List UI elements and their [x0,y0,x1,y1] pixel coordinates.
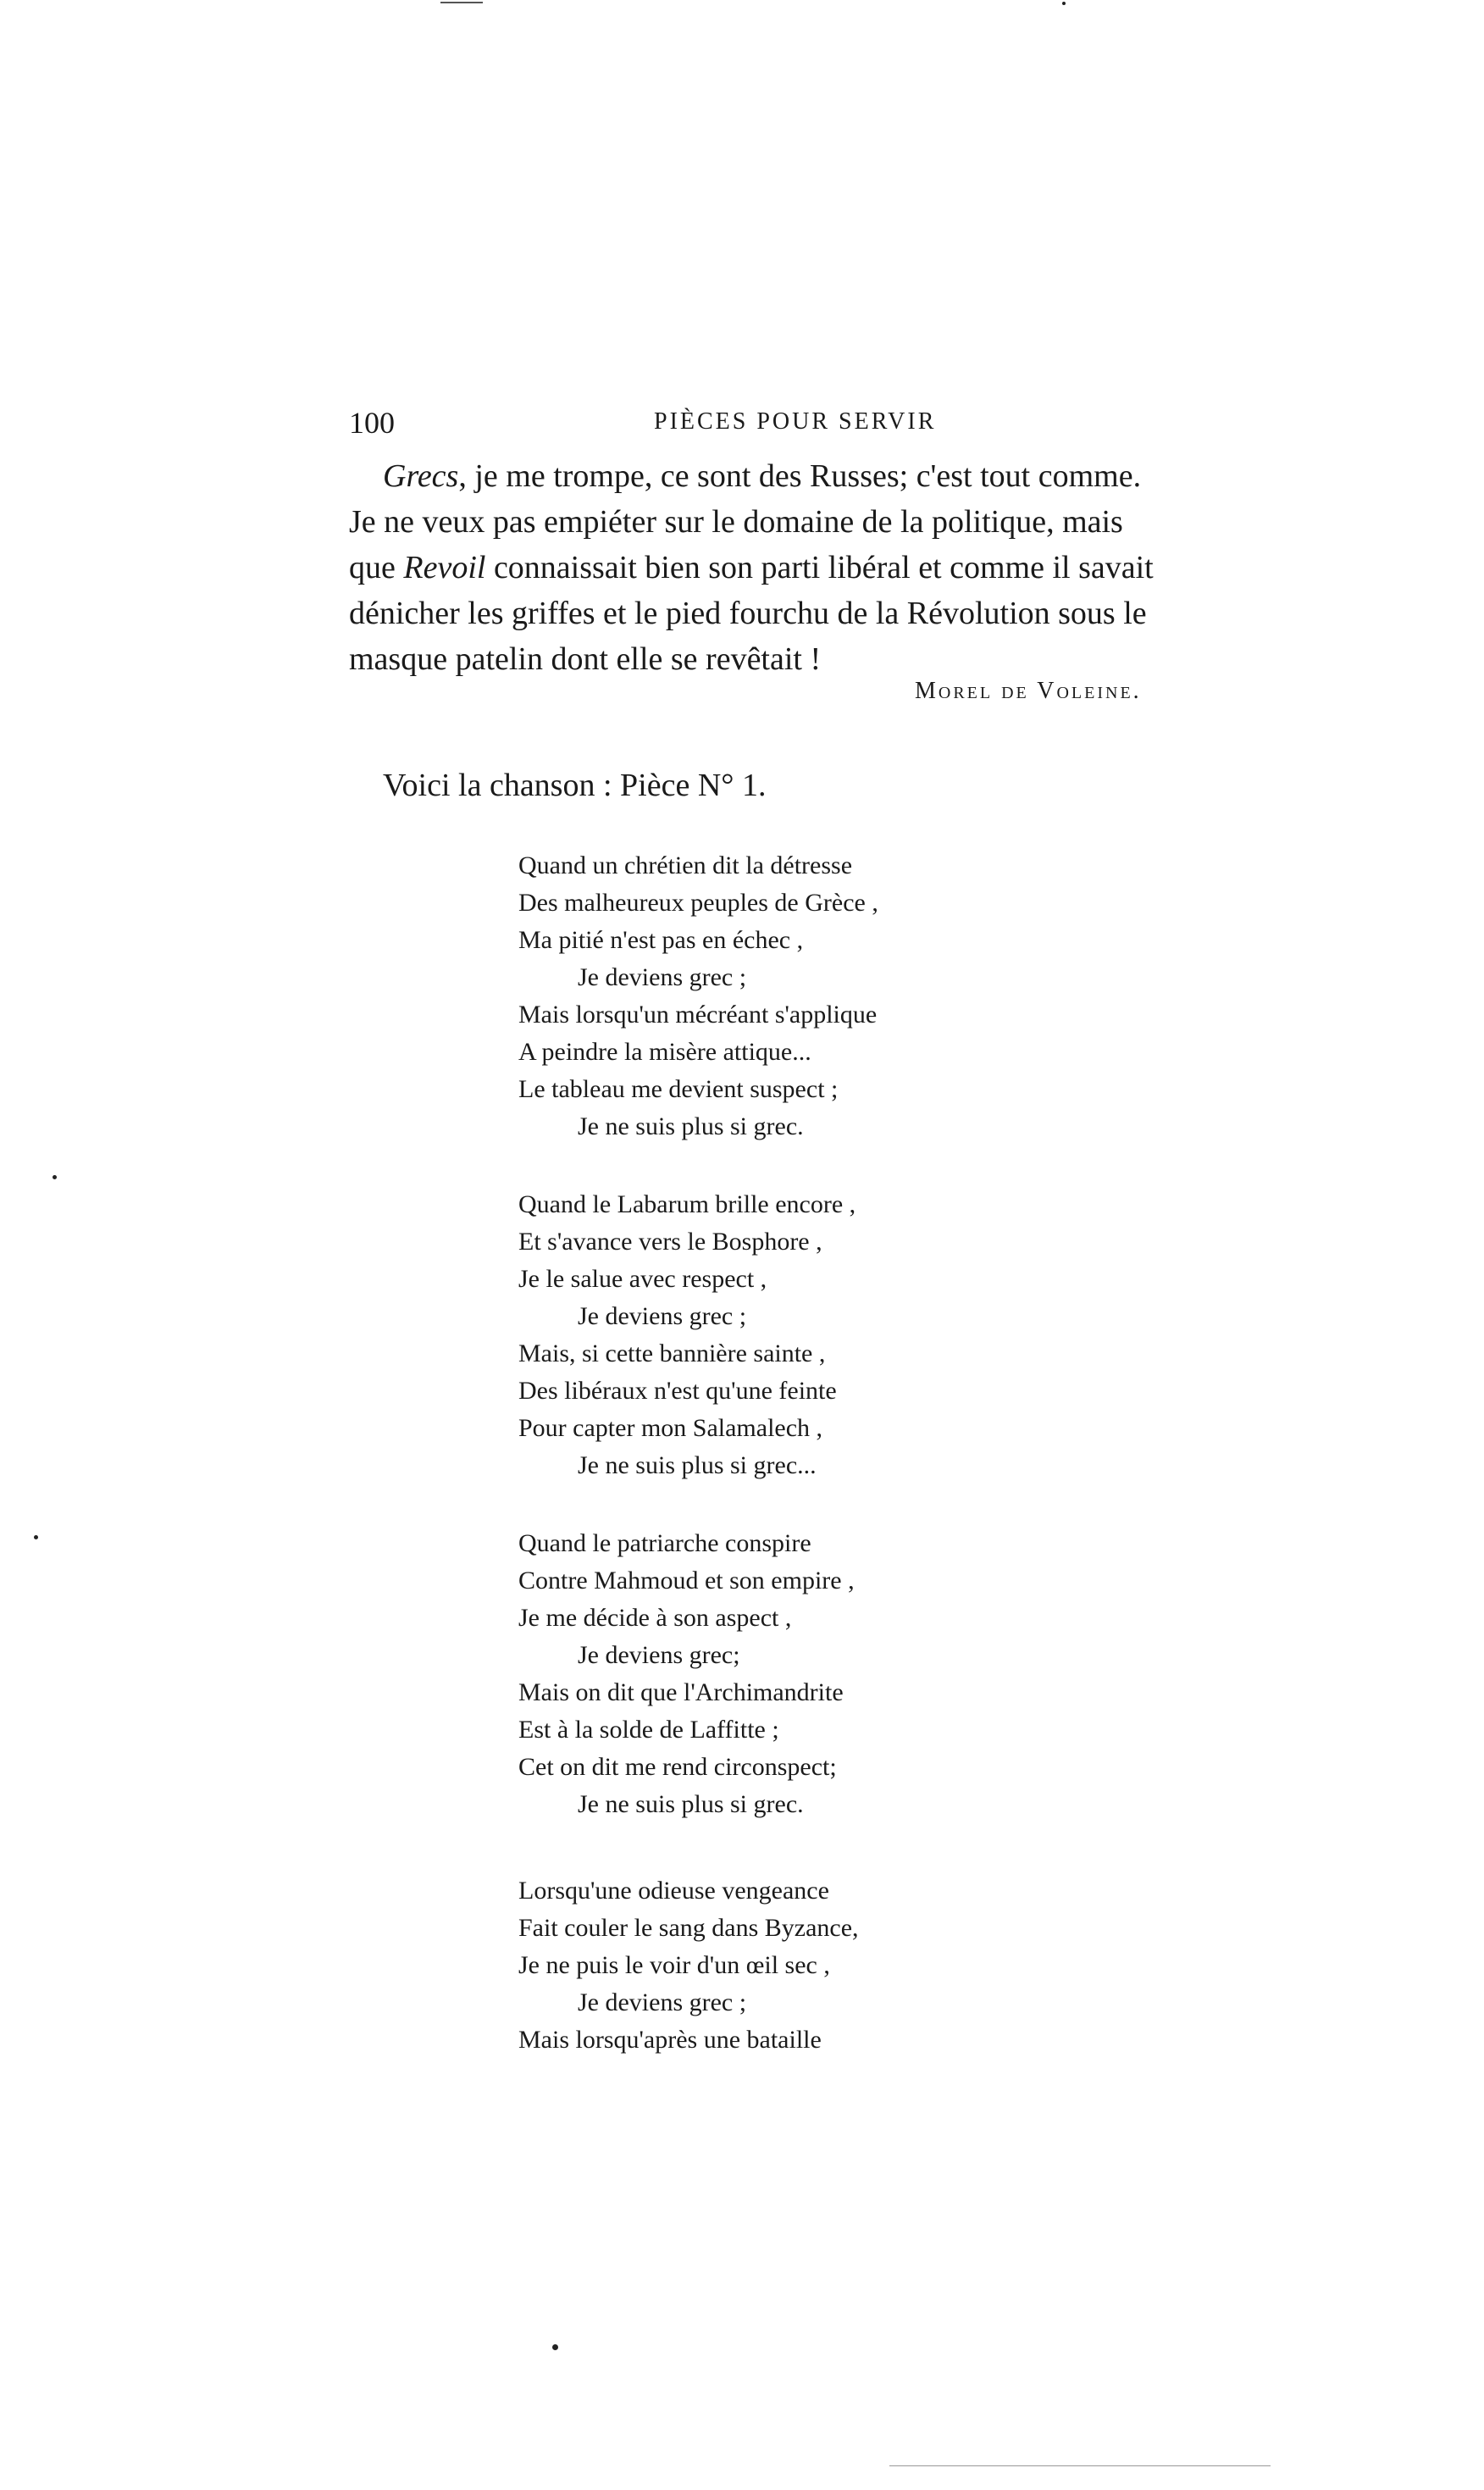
prose-paragraph [349,453,1264,682]
prose-line-1 [349,453,1264,499]
stanza-2 [518,1186,856,1484]
verse-refrain: Je deviens grec ; [578,1302,747,1330]
verse-line: Mais lorsqu'un mécréant s'applique [518,1001,878,1029]
page-header [349,405,1277,439]
verse-line: Fait couler le sang dans Byzance, [518,1914,859,1942]
verse-line: Lorsqu'une odieuse vengeance [518,1877,829,1905]
ink-dot [552,2344,558,2350]
verse-refrain: Je deviens grec ; [578,963,747,991]
verse-line: Quand le Labarum brille encore , [518,1190,856,1218]
verse-line: A peindre la misère attique... [518,1038,811,1066]
prose-line-5 [349,636,1264,682]
verse-line: Le tableau me devient suspect ; [518,1075,839,1103]
prose-line-4 [349,591,1264,636]
verse-line: Des libéraux n'est qu'une feinte [518,1377,837,1405]
prose-line-3 [349,545,1264,591]
stanza-3 [518,1525,855,1823]
prose-line-4-text: dénicher les griffes et le pied fourchu de la Révolution sous le [349,596,1147,631]
verse-line: Est à la solde de Laffitte ; [518,1716,779,1744]
bottom-edge-mark [889,2465,1271,2466]
prose-line-5-text: masque patelin dont elle se revêtait ! [349,641,822,677]
stanza-1 [518,847,878,1145]
verse-line: Quand le patriarche conspire [518,1529,811,1557]
page-speck [1062,2,1066,5]
verse-refrain: Je deviens grec ; [578,1988,747,2016]
verse-refrain: Je ne suis plus si grec... [578,1451,817,1479]
verse-line: Mais lorsqu'après une bataille [518,2026,822,2054]
verse-line: Des malheureux peuples de Grèce , [518,889,878,917]
emphasis-grecs: Grecs [383,458,459,494]
prose-line-2 [349,499,1264,545]
author-signature: Morel de Voleine. [915,678,1142,704]
prose-line-3-pre: que [349,550,396,585]
prose-line-2-text: Je ne veux pas empiéter sur le domaine de la politique, mais [349,504,1123,540]
verse-line: Quand un chrétien dit la détresse [518,851,853,879]
verse-line: Mais on dit que l'Archimandrite [518,1678,844,1706]
verse-line: Et s'avance vers le Bosphore , [518,1228,822,1256]
verse-line: Mais, si cette bannière sainte , [518,1339,826,1367]
verse-line: Contre Mahmoud et son empire , [518,1567,855,1594]
verse-line: Je me décide à son aspect , [518,1604,792,1632]
verse-line: Pour capter mon Salamalech , [518,1414,823,1442]
prose-line-1-text: , je me trompe, ce sont des Russes; c'est tout comme. [458,458,1142,494]
page-number: 100 [349,406,395,440]
emphasis-revoil: Revoil [403,550,486,585]
verse-line: Je le salue avec respect , [518,1265,767,1293]
running-head: PIÈCES POUR SERVIR [654,408,937,435]
verse-refrain: Je deviens grec; [578,1641,740,1669]
verse-refrain: Je ne suis plus si grec. [578,1112,804,1140]
verse-line: Ma pitié n'est pas en échec , [518,926,804,954]
stanza-4 [518,1872,859,2059]
verse-refrain: Je ne suis plus si grec. [578,1790,804,1818]
prose-line-3-post: connaissait bien son parti libéral et comme il savait [493,550,1154,585]
song-intro: Voici la chanson : Pièce N° 1. [383,768,767,803]
verse-line: Je ne puis le voir d'un œil sec , [518,1951,830,1979]
margin-speck [34,1535,38,1539]
margin-speck [53,1175,57,1179]
top-edge-mark [440,2,483,3]
verse-line: Cet on dit me rend circonspect; [518,1753,837,1781]
